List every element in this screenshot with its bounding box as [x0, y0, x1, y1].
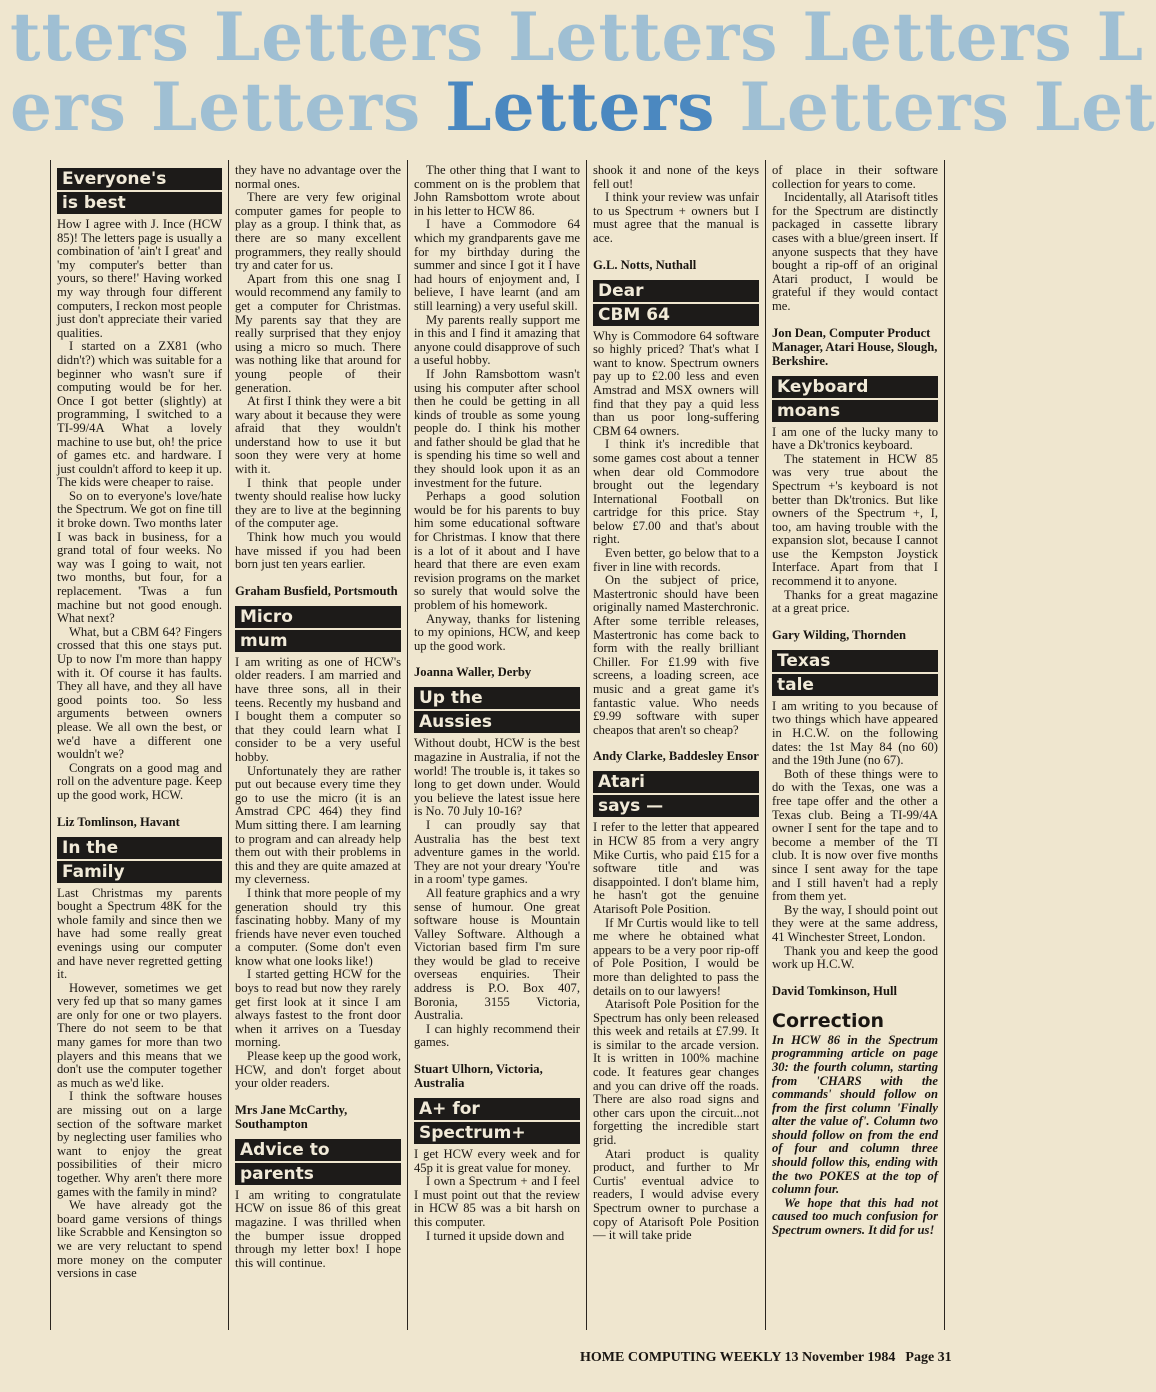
letter-paragraph: I own a Spectrum + and I feel I must point out that the review in HCW 85 was a bit harsh on this computer.	[414, 1174, 580, 1229]
letter-paragraph: I turned it upside down and	[426, 1228, 565, 1243]
letter-paragraph: Think how much you would have missed if you had been born just ten years earlier.	[235, 530, 401, 572]
letter-paragraph: The statement in HCW 85 was very true about the Spectrum +'s keyboard is not better than Dk'tronics. But like owners of the Spectrum +, I, too, am having trouble with the expansion slot, because I cannot use the Kempston Joystick Interface. Apart from that I recommend it to anyone.	[772, 451, 938, 589]
letter-paragraph: Atarisoft Pole Position for the Spectrum has only been released this week and retails at £7.99. It is similar to the arcade version. It is written in 100% machine code. It features gear changes and you can drive off the roads. There are also road signs and other cars upon the circuit...not forgetting the incredible start grid.	[593, 997, 759, 1148]
letter-paragraph: How I agree with J. Ince (HCW 85)! The letters page is usually a combination of 'ain't I great' and 'my computer's better than yours, so there!' Having worked my way through four different computers, I reckon most people just don't appreciate their varied qualities.	[57, 217, 222, 340]
letter-paragraph: Congrats on a good mag and roll on the adventure page. Keep up the good work, HCW.	[57, 760, 222, 802]
letter-paragraph: Incidentally, all Atarisoft titles for the Spectrum are distinctly packaged in cassette library cases with a blue/green insert. If anyone suspects that they have bought a rip-off of an original Atari product, I would be grateful if they would contact me.	[772, 190, 938, 313]
letter-signature: David Tomkinson, Hull	[772, 983, 897, 998]
letter-paragraph: they have no advantage over the normal ones.	[235, 163, 401, 191]
letter-paragraph: If Mr Curtis would like to tell me where he obtained what appears to be a very poor rip-off of Pole Position, I would be more than delighted to pass the details on to our lawyers!	[593, 915, 759, 998]
column-3	[408, 160, 587, 1330]
letter-signature: Gary Wilding, Thornden	[772, 627, 907, 642]
column-5	[766, 160, 945, 1330]
letter-paragraph: Both of these things were to do with the Texas, one was a free tape offer and the other a Texas club. Being a TI-99/4A owner I sent for the tape and to become a member of the TI club. It is now over five months since I sent away for the tape and I still haven't had a reply from them yet.	[772, 766, 938, 904]
letters-banner	[0, 0, 1156, 150]
heading-up-the-aussies: Up the Aussies	[414, 687, 580, 733]
banner-highlight: Letters	[445, 68, 716, 146]
letter-paragraph: I am one of the lucky many to have a Dk'tronics keyboard.	[772, 424, 938, 453]
letter-paragraph: By the way, I should point out they were at the same address, 41 Winchester Street, London.	[772, 902, 938, 944]
letter-paragraph: I am writing to congratulate HCW on issue 86 of this great magazine. I was thrilled when the bumper issue dropped through my letter box! I hope this will continue.	[235, 1187, 401, 1270]
letter-paragraph: I think it's incredible that some games cost about a tenner when dear old Commodore brought out the legendary International Football on cartridge for this price. Stay below £7.00 and that's about right.	[593, 437, 759, 547]
correction-heading: Correction	[772, 1009, 885, 1032]
letter-paragraph: Apart from this one snag I would recommend any family to get a computer for Christmas. My parents say that they are really surprised that they enjoy using a micro so much. There was nothing like that around for young people of their generation.	[235, 271, 401, 395]
letter-paragraph: My parents really support me in this and I find it amazing that anyone could disapprove of such a useful hobby.	[414, 312, 580, 368]
letter-paragraph: I think that people under twenty should realise how lucky they are to live at the beginning of the computer age.	[235, 475, 401, 531]
letter-signature: Mrs Jane McCarthy, Southampton	[235, 1102, 348, 1131]
letter-paragraph: I started getting HCW for the boys to read but now they rarely get first look at it since I am always fastest to the front door when it arrives on a Tuesday morning.	[235, 967, 401, 1050]
banner-row-1: tters Letters Letters Letters L	[10, 0, 1145, 76]
banner-row-2-start: ers Letters	[10, 68, 446, 146]
letter-signature: Liz Tomlinson, Havant	[57, 814, 180, 829]
column-1	[50, 160, 229, 1330]
letter-signature: Graham Busfield, Portsmouth	[235, 583, 398, 598]
letter-paragraph: Why is Commodore 64 software so highly priced? That's what I want to know. Spectrum owners pay up to £2.00 less and even Amstrad and MSX owners will find that they pay a quid less than us poor long-suffering CBM 64 owners.	[593, 328, 759, 438]
letter-paragraph: What, but a CBM 64? Fingers crossed that this one stays put. Up to now I'm more than happy with it. Of course it has faults. They all have, and they all have good points too. So less arguments between owners please. We all own the best, or we'd have a different one wouldn't we?	[57, 624, 222, 762]
letters-columns	[50, 160, 945, 1330]
letter-signature: Joanna Waller, Derby	[414, 665, 532, 680]
heading-a-plus-for-spectrum: A+ for Spectrum+	[414, 1098, 580, 1144]
heading-atari-says: Atari says —	[593, 771, 759, 817]
correction-paragraph: We hope that this had not caused too much confusion for Spectrum owners. It did for us!	[772, 1195, 938, 1238]
letter-paragraph: The other thing that I want to comment on is the problem that John Ramsbottom wrote about in his letter to HCW 86.	[414, 163, 580, 218]
banner-row-2	[10, 68, 1156, 146]
letter-paragraph: Unfortunately they are rather put out because every time they go to use the micro (it is an Amstrad CPC 464) they find Mum sitting there. I am learning to program and can already help them out with their problems in this and they are quite amazed at my cleverness.	[235, 763, 401, 887]
letter-paragraph: I get HCW every week and for 45p it is great value for money.	[414, 1147, 580, 1175]
page-number: Page 31	[905, 1350, 952, 1365]
letter-paragraph: I think that more people of my generation should try this fascinating hobby. Many of my friends have never even touched a computer. (Some don't even know what one looks like!)	[235, 885, 401, 968]
letter-paragraph: If John Ramsbottom wasn't using his computer after school then he could be getting in all kinds of trouble as some young people do. I think his mother and father should be glad that he is spending his time so well and they should look upon it as an investment for the future.	[414, 366, 580, 490]
letter-paragraph: Last Christmas my parents bought a Spectrum 48K for the whole family and since then we have had some really great evenings using our computer and have never regretted getting it.	[57, 885, 222, 982]
letter-paragraph: Anyway, thanks for listening to my opinions, HCW, and keep up the good work.	[414, 611, 580, 653]
letter-paragraph: I refer to the letter that appeared in HCW 85 from a very angry Mike Curtis, who paid £15 for a software title and was disappointed. I don't blame him, he hasn't got the genuine Atarisoft Pole Position.	[593, 820, 759, 916]
letter-paragraph: Thank you and keep the good work up H.C.W.	[772, 943, 938, 972]
page-footer	[580, 1350, 952, 1366]
letter-paragraph: Perhaps a good solution would be for his parents to buy him some educational software for Christmas. I know that there is a lot of it about and I have heard that there are even exam revision programs on the market so surely that would solve the problem of his homework.	[414, 489, 580, 612]
banner-row-2-end: Letters Let	[715, 68, 1156, 146]
letter-paragraph: I started on a ZX81 (who didn't?) which was suitable for a beginner who wasn't sure if computing would be for her. Once I got better (slightly) at programming, I switched to a TI-99/4A What a lovely machine to use but, oh! the price of games etc. and hardware. I just couldn't afford to keep it up. The kids were cheaper to raise.	[57, 339, 222, 490]
letter-paragraph: I am writing as one of HCW's older readers. I am married and have three sons, all in their teens. Recently my husband and I bought them a computer so that they could learn what I consider to be a very useful hobby.	[235, 654, 401, 764]
heading-everyone-is-best: Everyone's is best	[57, 168, 222, 214]
letter-paragraph: All feature graphics and a wry sense of humour. One great software house is Mountain Valley Software. Although a Victorian based firm I'm sure they would be glad to receive overseas enquiries. Their address is P.O. Box 407, Boronia, 3155 Victoria, Australia.	[414, 885, 580, 1023]
letter-paragraph: At first I think they were a bit wary about it because they were afraid that they wouldn't understand how to use it but soon they were very at home with it.	[235, 394, 401, 477]
letter-paragraph: I think your review was unfair to us Spectrum + owners but I must agree that the manual is ace.	[593, 190, 759, 245]
heading-in-the-family: In the Family	[57, 837, 222, 883]
letter-paragraph: There are very few original computer games for people to play as a group. I think that, as there are so many excellent programmers, they really should try and cater for us.	[235, 190, 401, 273]
heading-texas-tale: Texas tale	[772, 650, 938, 696]
letter-paragraph: Without doubt, HCW is the best magazine in Australia, if not the world! The trouble is, it takes so long to get down under. Would you believe the latest issue here is No. 70 July 10-16?	[414, 736, 580, 819]
letter-signature: G.L. Notts, Nuthall	[593, 257, 697, 272]
letter-paragraph: I have a Commodore 64 which my grandparents gave me for my birthday during the summer and since I got it I have had hours of enjoyment and, I believe, I have learnt (and am still learning) a very useful skill.	[414, 217, 580, 313]
letter-paragraph: shook it and none of the keys fell out!	[593, 163, 759, 191]
letter-paragraph: However, sometimes we get very fed up that so many games are only for one or two players. There do not seem to be that many games for more than two players and this means that we don't use the computer together as much as we'd like.	[57, 980, 222, 1090]
letter-paragraph: So on to everyone's love/hate the Spectrum. We got on fine till it broke down. Two months later I was back in business, for a grand total of four weeks. No way was I going to wait, not two months, but four, for a replacement. 'Twas a fun machine but not good enough. What next?	[57, 488, 222, 626]
letter-signature: Stuart Ulhorn, Victoria, Australia	[414, 1062, 543, 1091]
heading-advice-to-parents: Advice to parents	[235, 1139, 401, 1185]
letter-paragraph: I can highly recommend their games.	[414, 1021, 580, 1050]
letter-paragraph: of place in their software collection for years to come.	[772, 163, 938, 191]
letter-paragraph: Even better, go below that to a fiver in line with records.	[593, 546, 759, 574]
letter-paragraph: I can proudly say that Australia has the best text adventure games in the world. They are not your dreary 'You're in a room' type games.	[414, 817, 580, 887]
correction-paragraph: In HCW 86 in the Spectrum programming article on page 30: the fourth column, starting from 'CHARS with the commands' should follow on from the first column 'Finally alter the value of'. Column two should follow on from the end of four and column three should follow this, ending with the two POKES at the top of column four.	[772, 1032, 938, 1197]
heading-micro-mum: Micro mum	[235, 606, 401, 652]
letter-paragraph: I think the software houses are missing out on a large section of the software market by neglecting user families who want to enjoy the great possibilities of their micro together. Why aren't there more games with the family in mind?	[57, 1089, 222, 1199]
letter-paragraph: On the subject of price, Mastertronic should have been originally named Masterchronic. After some terrible releases, Mastertronic has come back to form with the really brilliant Chiller. For £1.99 with five screens, a loading screen, ace music and a great game it's fantastic value. Who needs £9.99 software with super cheapos that aren't so cheap?	[593, 573, 759, 737]
letter-paragraph: Thanks for a great magazine at a great price.	[772, 587, 938, 616]
heading-keyboard-moans: Keyboard moans	[772, 376, 938, 422]
letter-paragraph: We have already got the board game versions of things like Scrabble and Kensington so we are very reluctant to spend more money on the computer versions in case	[57, 1198, 222, 1281]
letter-signature: Andy Clarke, Baddesley Ensor	[593, 749, 759, 764]
heading-dear-cbm-64: Dear CBM 64	[593, 280, 759, 326]
letter-signature: Jon Dean, Computer Product Manager, Atari House, Slough, Berkshire.	[772, 325, 938, 368]
magazine-issue: HOME COMPUTING WEEKLY 13 November 1984	[580, 1350, 896, 1365]
column-2	[229, 160, 408, 1330]
letter-paragraph: I am writing to you because of two things which have appeared in H.C.W. on the following dates: the 1st May 84 (no 60) and the 19th June (no 67).	[772, 698, 938, 768]
letter-paragraph: Please keep up the good work, HCW, and don't forget about your older readers.	[235, 1049, 401, 1091]
letter-paragraph: Atari product is quality product, and further to Mr Curtis' eventual advice to readers, I would advise every Spectrum owner to purchase a copy of Atarisoft Pole Position — it will take pride	[593, 1146, 759, 1243]
column-4	[587, 160, 766, 1330]
